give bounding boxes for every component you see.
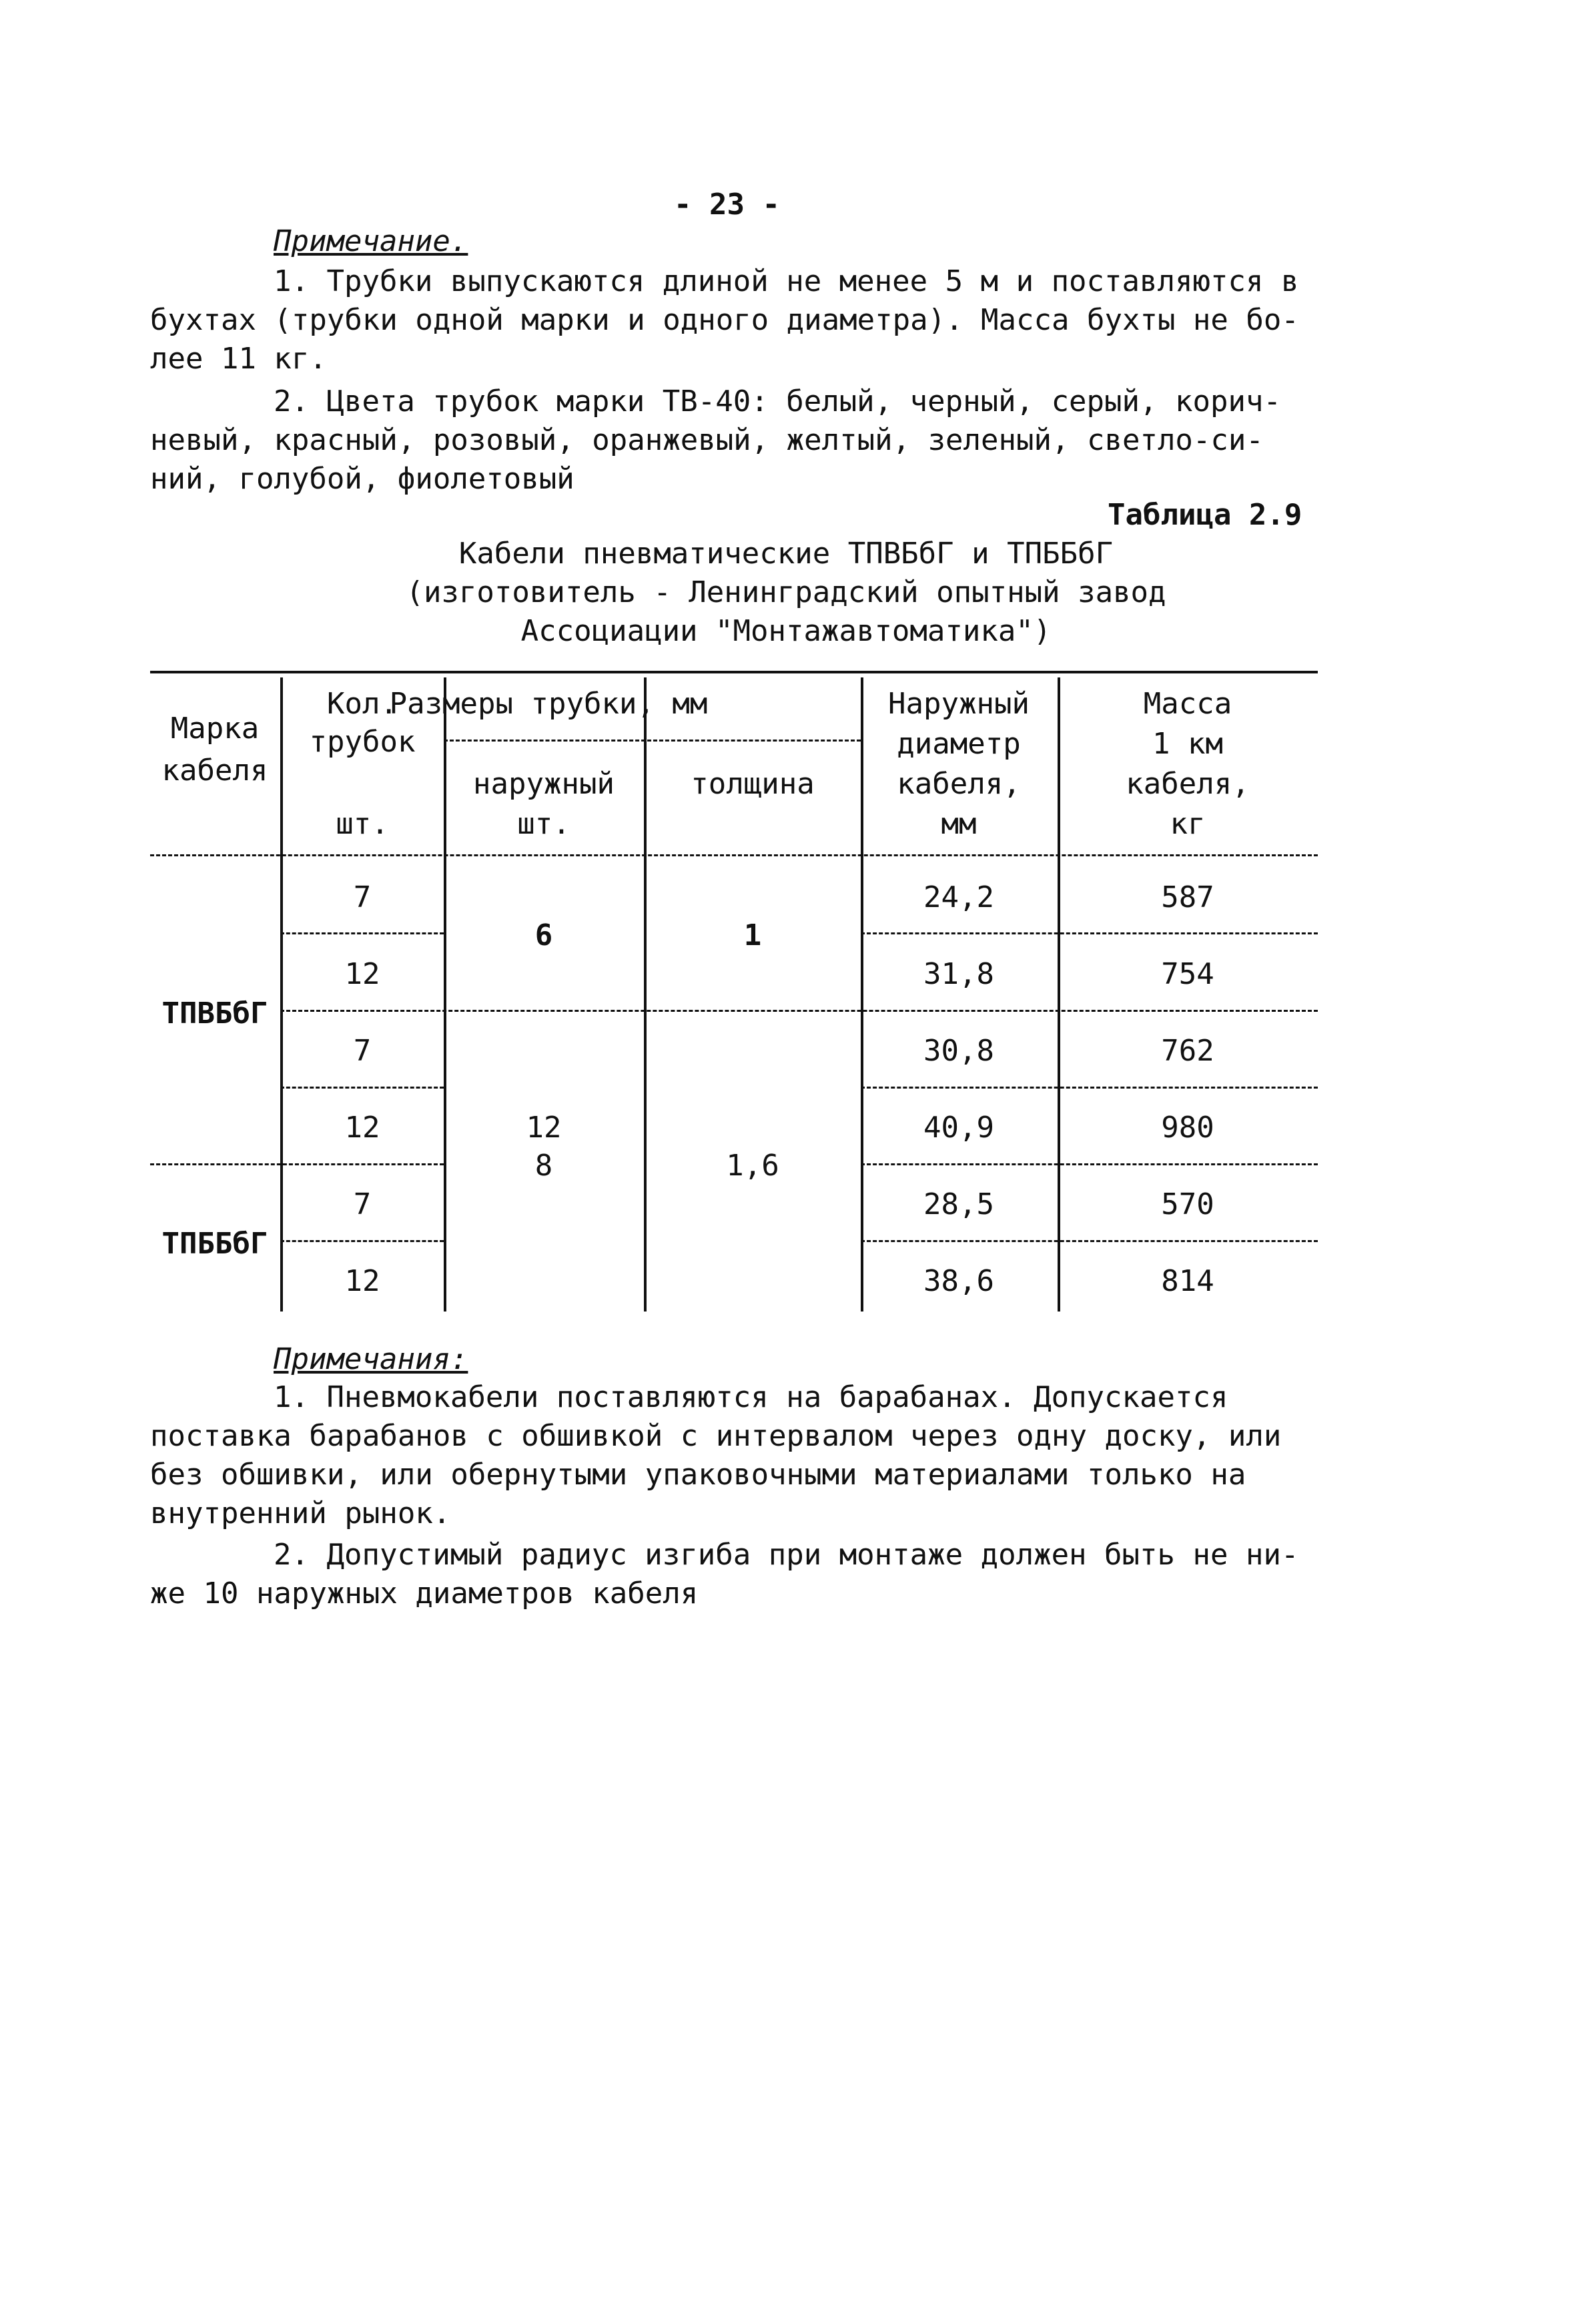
diameter-value: 28,5 — [923, 1187, 994, 1221]
note-line: внутренний рынок. — [150, 1496, 451, 1530]
cable-mark: ТПББбГ — [161, 1227, 268, 1261]
header-mark: Марка — [170, 711, 260, 746]
header-count: Кол. — [327, 687, 398, 721]
note-title: Примечание. — [274, 224, 468, 258]
note-line: бухтах (трубки одной марки и одного диаметра). Масса бухты не бо- — [150, 303, 1299, 337]
thickness-value: 1,6 — [726, 1149, 779, 1183]
note-line: поставка барабанов с обшивкой с интервалом через одну доску, или — [150, 1419, 1282, 1453]
table-title-line: Кабели пневматические ТПВБбГ и ТПББбГ — [458, 537, 1114, 571]
mass-value: 980 — [1161, 1111, 1214, 1145]
tube-count: 7 — [353, 880, 372, 914]
outer-value: 8 — [534, 1149, 553, 1183]
note-line: 1. Пневмокабели поставляются на барабанах. Допускается — [274, 1380, 1228, 1414]
row-divider — [280, 1010, 1318, 1012]
note-line: же 10 наружных диаметров кабеля — [150, 1576, 699, 1611]
diameter-value: 40,9 — [923, 1111, 994, 1145]
tube-count: 12 — [344, 1111, 380, 1145]
tube-count: 7 — [353, 1187, 372, 1221]
table-title-line: (изготовитель - Ленинградский опытный завод — [406, 575, 1166, 609]
header-mark: кабеля — [161, 754, 268, 788]
table-label: Таблица 2.9 — [1108, 498, 1302, 532]
outer-value: 12 — [526, 1111, 562, 1145]
row-divider — [280, 1087, 444, 1089]
note-line: 2. Цвета трубок марки ТВ-40: белый, черный, серый, корич- — [274, 384, 1281, 418]
header-divider — [150, 854, 1318, 856]
header-outer: шт. — [517, 807, 570, 841]
header-outer: наружный — [473, 767, 615, 801]
row-divider — [861, 1163, 1318, 1165]
header-diameter: диаметр — [897, 727, 1021, 761]
tube-count: 7 — [353, 1034, 372, 1068]
header-mass: Масса — [1143, 687, 1232, 721]
note-line: ний, голубой, фиолетовый — [150, 462, 574, 496]
row-divider — [861, 1087, 1318, 1089]
tube-count: 12 — [344, 1264, 380, 1298]
table-title-line: Ассоциации "Монтажавтоматика") — [520, 614, 1052, 648]
header-diameter: мм — [941, 807, 977, 841]
column-divider — [861, 677, 863, 1312]
row-divider — [861, 932, 1318, 934]
header-mass: кг — [1170, 807, 1206, 841]
thickness-value: 1 — [743, 918, 762, 952]
mass-value: 754 — [1161, 957, 1214, 991]
cable-table — [150, 671, 1318, 1312]
note-line: невый, красный, розовый, оранжевый, желтый, зеленый, светло-си- — [150, 423, 1264, 457]
row-divider — [861, 1240, 1318, 1242]
row-divider — [150, 1163, 444, 1165]
column-divider — [1058, 677, 1060, 1312]
note-line: лее 11 кг. — [150, 342, 327, 376]
note-line: без обшивки, или обернутыми упаковочными материалами только на — [150, 1458, 1246, 1492]
mass-value: 814 — [1161, 1264, 1214, 1298]
header-mass: кабеля, — [1126, 767, 1250, 801]
note-line: 1. Трубки выпускаются длиной не менее 5 м и поставляются в — [274, 264, 1299, 298]
column-divider — [444, 677, 446, 1312]
page-number: - 23 - — [674, 188, 780, 222]
header-diameter: кабеля, — [897, 767, 1021, 801]
row-divider — [280, 932, 444, 934]
diameter-value: 31,8 — [923, 957, 994, 991]
cable-mark: ТПВБбГ — [161, 996, 268, 1031]
header-size-group: Размеры трубки, мм — [389, 687, 708, 721]
tube-count: 12 — [344, 957, 380, 991]
row-divider — [280, 1240, 444, 1242]
header-thickness: толщина — [691, 767, 815, 801]
note-line: 2. Допустимый радиус изгиба при монтаже должен быть не ни- — [274, 1538, 1299, 1572]
header-diameter: Наружный — [888, 687, 1030, 721]
header-sub-divider — [444, 740, 861, 742]
mass-value: 762 — [1161, 1034, 1214, 1068]
mass-value: 570 — [1161, 1187, 1214, 1221]
column-divider — [280, 677, 283, 1312]
diameter-value: 30,8 — [923, 1034, 994, 1068]
header-mass: 1 км — [1152, 727, 1223, 761]
outer-value: 6 — [534, 918, 553, 952]
header-count: шт. — [336, 807, 389, 841]
notes-title: Примечания: — [274, 1342, 468, 1376]
diameter-value: 38,6 — [923, 1264, 994, 1298]
column-divider — [644, 677, 647, 1312]
diameter-value: 24,2 — [923, 880, 994, 914]
header-count: трубок — [309, 725, 416, 759]
mass-value: 587 — [1161, 880, 1214, 914]
table-top-border — [150, 671, 1318, 673]
